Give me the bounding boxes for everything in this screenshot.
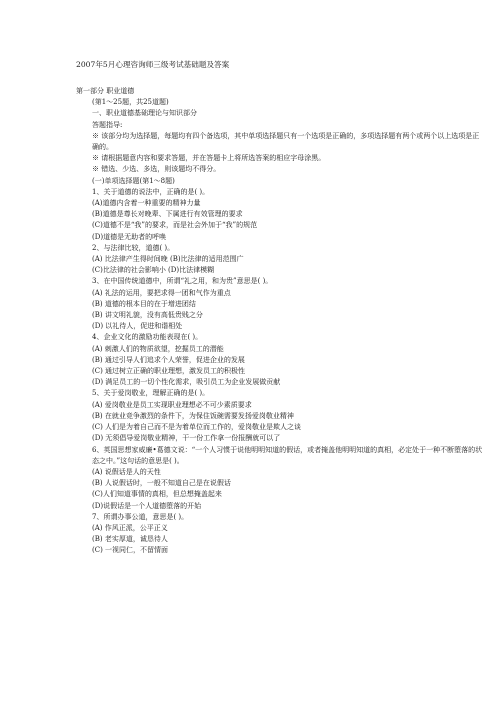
question: 3、在中国传统道德中，所谓“礼之用，和为贵”意思是( )。 (92, 277, 273, 286)
section-heading: 第一部分 职业道德 (76, 87, 135, 95)
document-body (76, 86, 486, 557)
answer-option: (D) 以礼待人，促进和谐相处 (92, 322, 183, 331)
question-group-heading: (一)单项选择题(第1～8题) (92, 176, 175, 185)
answer-option: (C)人们知道事情的真相，但总想掩盖起来 (92, 490, 222, 499)
answer-option: (A) 作风正派，公平正义 (92, 523, 168, 532)
answer-option: (A) 刺激人们的物质欲望，挖掘员工的潜能 (92, 344, 224, 353)
answer-option: (B) 人说假话时，一般不知道自己是在说假话 (92, 479, 231, 488)
answer-option: (A) 说假话是人的天性 (92, 467, 161, 476)
answer-option: (A) 比法律产生得时间晚 (B)比法律的适用范围广 (92, 255, 244, 264)
answer-option: (B) 老实厚道，诚恳待人 (92, 535, 168, 544)
question: 4、企业文化的激励功能表现在( )。 (92, 333, 203, 342)
question: 6、英国思想家威廉•葛德文说：“一个人习惯于说他明明知道的假话，或者掩盖他明明知道的真相，必定处于一种不断堕落的状态之中。”这句话的意思是( )。 (92, 445, 483, 465)
answer-option: (C)道德不是“我”的要求，而是社会外加于“我”的规范 (92, 221, 258, 230)
question: 1、关于道德的说法中，正确的是( )。 (92, 187, 210, 196)
answer-option: (C) 一视同仁，不留情面 (92, 546, 169, 555)
answer-option: (D)说假话是一个人道德堕落的开始 (92, 501, 202, 510)
answer-option: (A) 爱岗敬业是员工实现职业理想必不可少素质要求 (92, 400, 252, 409)
answer-option: (A)道德内含着一种重要的精神力量 (92, 199, 201, 208)
answer-option: (C) 通过树立正确的职业理想，激发员工的积极性 (92, 367, 246, 376)
answer-option: (B) 讲文明礼貌，没有高低贵贱之分 (92, 311, 203, 320)
question-range: (第1～25题，共25道题) (92, 98, 169, 107)
subsection-heading: 一、职业道德基础理论与知识部分 (92, 109, 197, 118)
answer-option: (A) 礼法的运用，要把求得一团和气作为重点 (92, 288, 231, 297)
answer-option: (D) 无须倡导爱岗敬业精神，干一份工作拿一份报酬就可以了 (92, 434, 281, 443)
instructions-heading: 答题指导: (92, 120, 123, 129)
answer-option: (B) 在就业竞争激烈的条件下，为保住饭碗需要发扬爱岗敬业精神 (92, 411, 294, 420)
document-title: 2007年5月心理咨询师三级考试基础题及答案 (76, 60, 230, 69)
answer-option: (B) 道德的根本目的在于增进团结 (92, 299, 196, 308)
question: 5、关于爱岗敬业，理解正确的是( )。 (92, 389, 210, 398)
answer-option: (C)比法律的社会影响小 (D)比法律模糊 (92, 266, 215, 275)
instruction-item: ※ 该部分均为选择题，每题均有四个备选项，其中单项选择题只有一个选项是正确的，多项选择题有两个或两个以上选项是正确的。 (92, 131, 480, 152)
answer-option: (B) 通过引导人们追求个人荣誉，促进企业的发展 (92, 355, 245, 364)
answer-option: (C) 人们是为着自己而不是为着单位而工作的，爱岗敬业是欺人之谈 (92, 423, 302, 432)
instruction-item: ※ 错选、少选、多选，则该题均不得分。 (92, 165, 221, 174)
answer-option: (D)道德是无助者的呼唤 (92, 232, 167, 241)
question: 2、与法律比较，道德( )。 (92, 243, 175, 252)
answer-option: (D) 满足员工的一切个性化需求，吸引员工为企业发展做贡献 (92, 378, 281, 387)
answer-option: (B)道德是尊长对晚辈、下属进行有效管理的要求 (92, 210, 243, 219)
question: 7、所谓办事公道，意思是( )。 (92, 512, 189, 521)
instruction-item: ※ 请根据题意内容和要求答题，并在答题卡上将所选答案的相应字母涂黑。 (92, 154, 326, 163)
